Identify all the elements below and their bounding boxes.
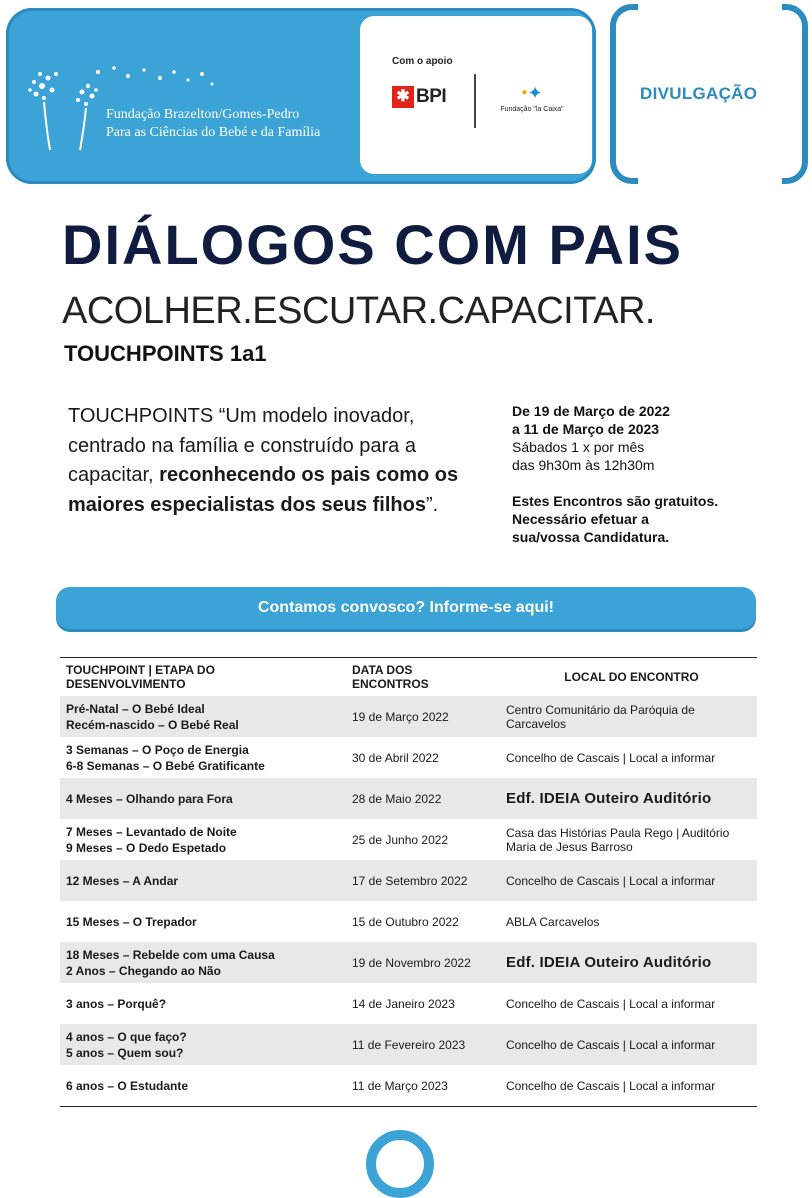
foundation-line-2: Para as Ciências do Bebé e da Família <box>106 125 321 140</box>
location-cell: Concelho de Cascais | Local a informar <box>506 1078 716 1093</box>
location-cell: Concelho de Cascais | Local a informar <box>506 996 716 1011</box>
date-cell: 19 de Março 2022 <box>352 709 449 724</box>
touchpoint-cell: 3 anos – Porquê? <box>66 996 167 1011</box>
page-title: DIÁLOGOS COM PAIS <box>62 213 683 276</box>
foundation-line-1: Fundação Brazelton/Gomes-Pedro <box>106 107 300 122</box>
table-header-row <box>60 658 757 696</box>
page-subtitle: ACOLHER.ESCUTAR.CAPACITAR. <box>62 290 655 332</box>
col-header-date: DATA DOS ENCONTROS <box>352 663 429 691</box>
foundation-name <box>106 106 320 142</box>
table-row <box>60 860 757 901</box>
la-caixa-logo <box>492 84 572 113</box>
date-cell: 11 de Março 2023 <box>352 1078 448 1093</box>
touchpoint-cell: 7 Meses – Levantado de Noite 9 Meses – O Dedo Espetado <box>66 824 237 855</box>
table-row <box>60 983 757 1024</box>
quote-part-1: TOUCHPOINTS “Um modelo inovador, centrado na família e construído para a capacitar, <box>68 405 416 486</box>
free-line-3: sua/vossa Candidatura. <box>512 529 670 545</box>
bpi-mark-icon: ✱ <box>392 86 414 108</box>
touchpoint-cell: 15 Meses – O Trepador <box>66 914 197 929</box>
location-cell: Edf. IDEIA Outeiro Auditório <box>506 790 712 807</box>
support-label: Com o apoio <box>392 56 453 67</box>
location-cell: ABLA Carcavelos <box>506 914 600 929</box>
divulgacao-bracket-right <box>782 4 808 184</box>
location-cell: Casa das Histórias Paula Rego | Auditório Maria de Jesus Barroso <box>506 825 730 854</box>
table-row <box>60 1065 757 1106</box>
location-cell: Concelho de Cascais | Local a informar <box>506 1037 716 1052</box>
touchpoint-cell: 3 Semanas – O Poço de Energia 6-8 Semanas – O Bebé Gratificante <box>66 742 265 773</box>
date-cell: 25 de Junho 2022 <box>352 832 449 847</box>
sponsor-divider <box>474 74 476 128</box>
table-row <box>60 819 757 860</box>
date-cell: 28 de Maio 2022 <box>352 791 442 806</box>
location-cell: Concelho de Cascais | Local a informar <box>506 873 716 888</box>
dates-line-1: De 19 de Março de 2022 <box>512 403 670 419</box>
date-cell: 14 de Janeiro 2023 <box>352 996 455 1011</box>
divulgacao-label: DIVULGAÇÃO <box>640 84 758 103</box>
date-cell: 17 de Setembro 2022 <box>352 873 468 888</box>
frequency-line-1: Sábados 1 x por mês <box>512 439 645 455</box>
quote-part-2: ”. <box>425 493 439 516</box>
la-caixa-star-icon: ●✦ <box>521 83 543 103</box>
table-row <box>60 737 757 778</box>
event-info <box>512 402 718 546</box>
touchpoint-cell: 18 Meses – Rebelde com uma Causa 2 Anos – Chegando ao Não <box>66 947 275 978</box>
touchpoint-cell: 4 anos – O que faço? 5 anos – Quem sou? <box>66 1029 187 1060</box>
date-cell: 11 de Fevereiro 2023 <box>352 1037 466 1052</box>
touchpoints-subtitle: TOUCHPOINTS 1a1 <box>64 341 267 366</box>
dates-line-2: a 11 de Março de 2023 <box>512 421 660 437</box>
quote-bold: reconhecendo os pais como os maiores especialistas dos seus filhos <box>68 464 459 516</box>
divulgacao-bracket-left <box>610 4 638 184</box>
col-header-touchpoint: TOUCHPOINT | ETAPA DO DESENVOLVIMENTO <box>66 663 215 691</box>
touchpoints-quote <box>68 402 468 520</box>
touchpoint-cell: 4 Meses – Olhando para Fora <box>66 791 233 806</box>
date-cell: 30 de Abril 2022 <box>352 750 439 765</box>
decorative-circle <box>366 1130 434 1198</box>
free-line-1: Estes Encontros são gratuitos. <box>512 493 719 509</box>
location-cell: Edf. IDEIA Outeiro Auditório <box>506 954 712 971</box>
schedule-table <box>60 657 757 1107</box>
floating-seeds-icon <box>92 62 222 92</box>
free-line-2: Necessário efetuar a <box>512 511 649 527</box>
bpi-text: BPI <box>416 86 447 107</box>
frequency-line-2: das 9h30m às 12h30m <box>512 457 655 473</box>
location-cell: Centro Comunitário da Paróquia de Carcavelos <box>506 702 695 731</box>
table-row <box>60 696 757 737</box>
table-row <box>60 942 757 983</box>
info-cta-button[interactable]: Contamos convosco? Informe-se aqui! <box>56 587 756 629</box>
col-header-location: LOCAL DO ENCONTRO <box>564 670 699 684</box>
bpi-logo <box>392 86 446 108</box>
touchpoint-cell: 6 anos – O Estudante <box>66 1078 189 1093</box>
date-cell: 19 de Novembro 2022 <box>352 955 471 970</box>
table-row <box>60 901 757 942</box>
touchpoint-cell: 12 Meses – A Andar <box>66 873 179 888</box>
table-row <box>60 778 757 819</box>
table-row <box>60 1024 757 1065</box>
touchpoint-cell: Pré-Natal – O Bebé Ideal Recém-nascido – O Bebé Real <box>66 701 239 732</box>
la-caixa-text: Fundação "la Caixa" <box>500 106 564 113</box>
date-cell: 15 de Outubro 2022 <box>352 914 459 929</box>
location-cell: Concelho de Cascais | Local a informar <box>506 750 716 765</box>
